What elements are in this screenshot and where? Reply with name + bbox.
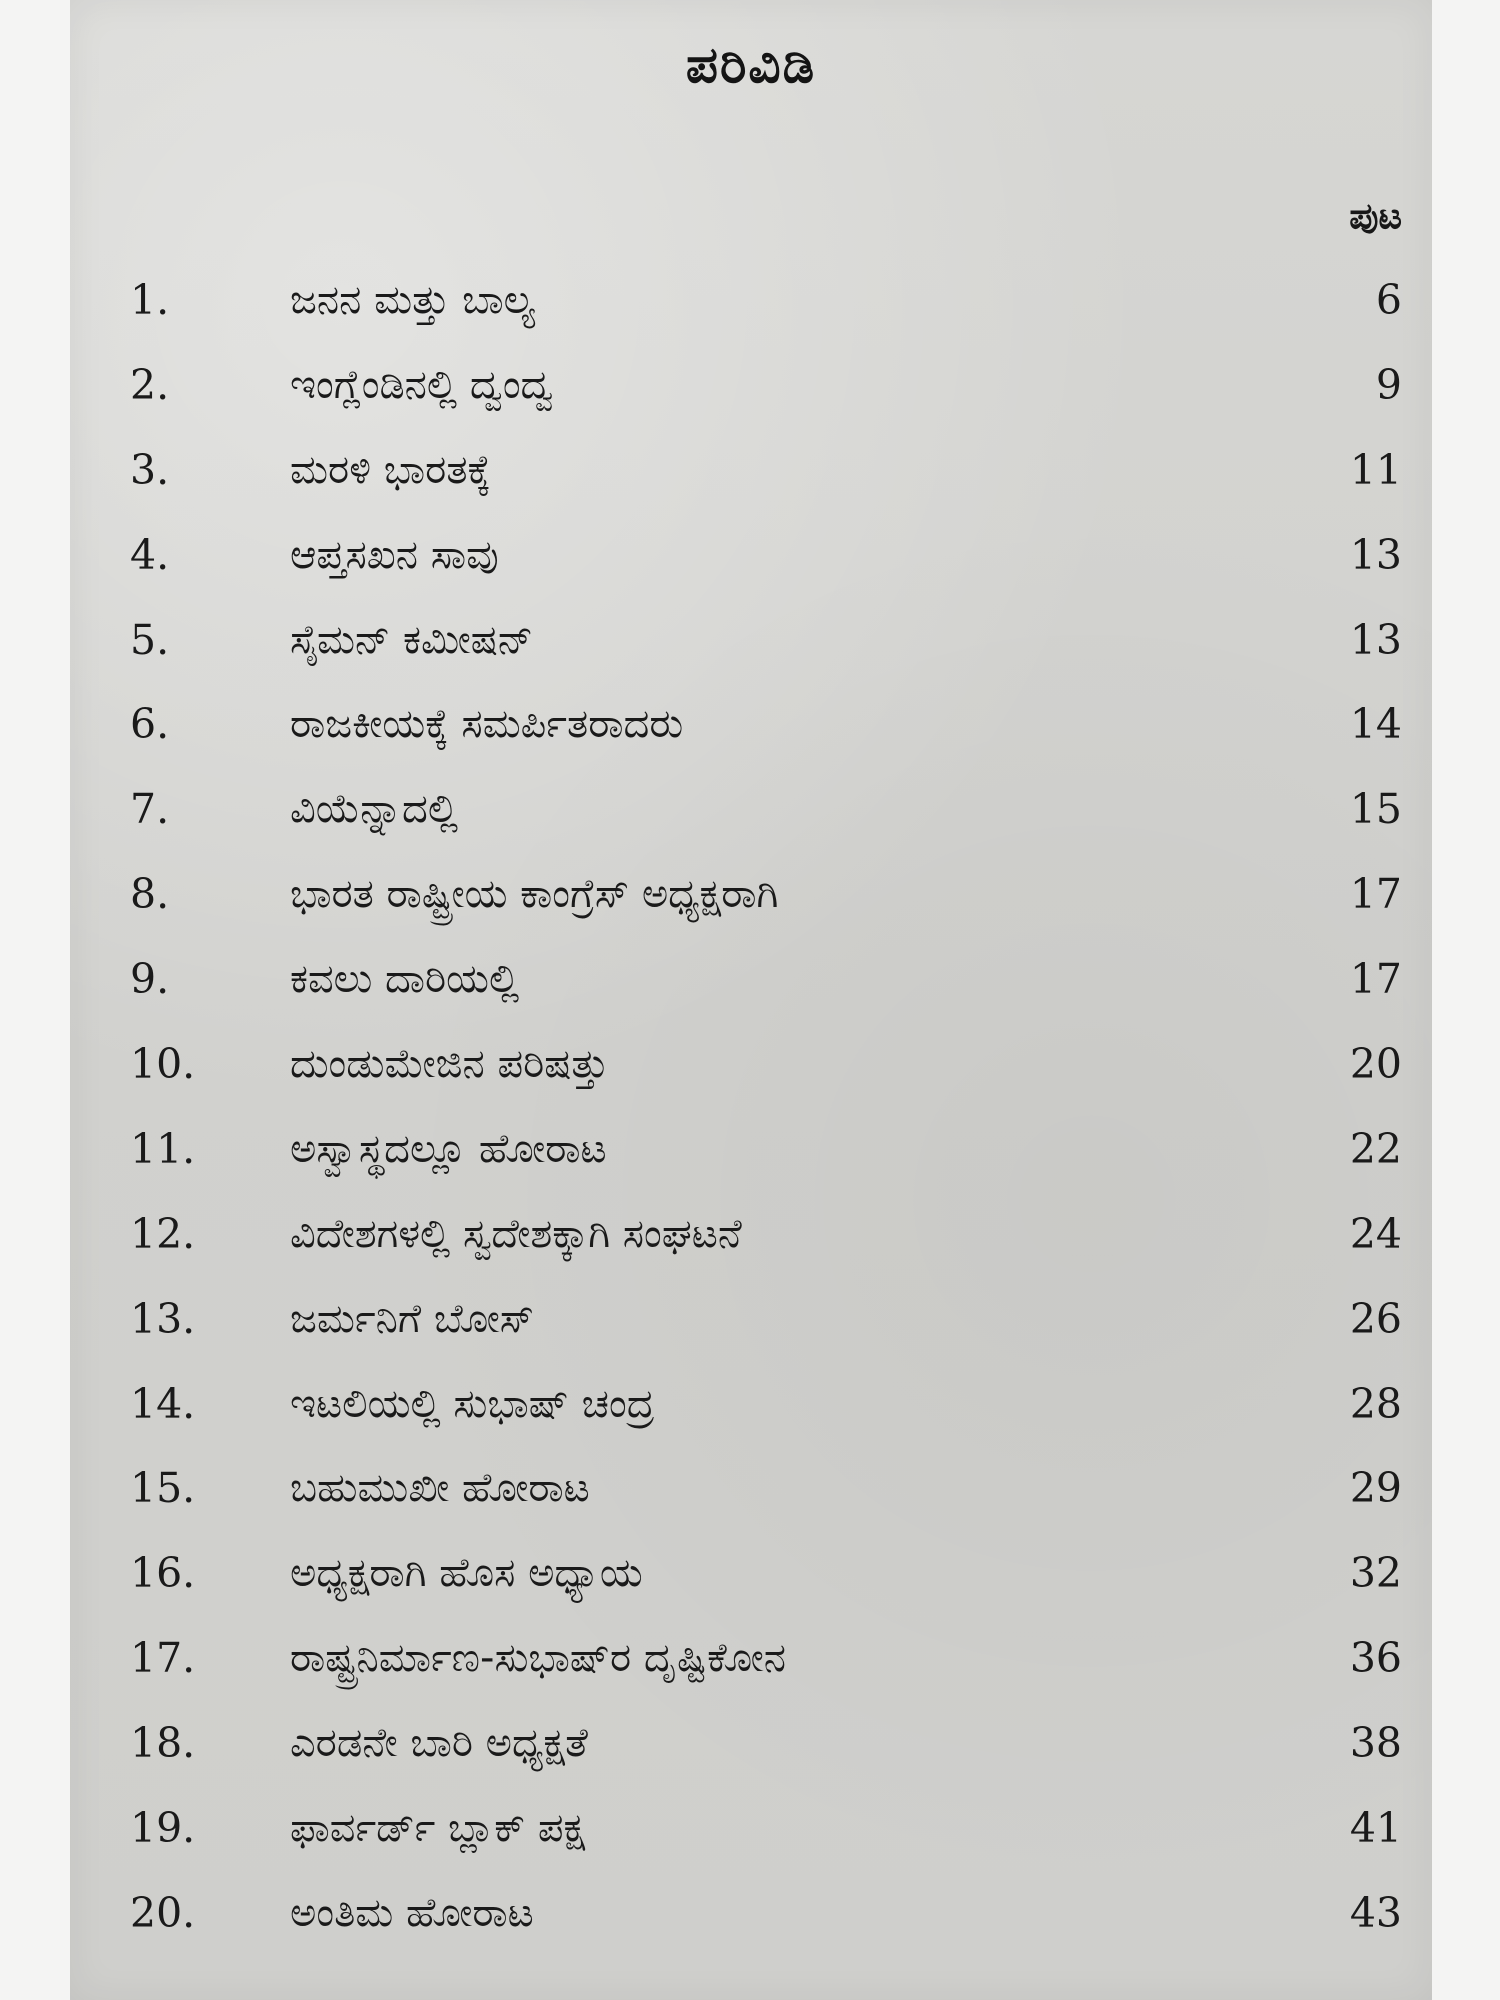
toc-entry-page: 24 bbox=[1349, 1209, 1402, 1258]
toc-entry-page: 9 bbox=[1375, 360, 1402, 409]
toc-entry-title: ವಿಯೆನ್ನಾದಲ್ಲಿ bbox=[290, 786, 459, 833]
toc-entry-number: 11. bbox=[130, 1124, 196, 1173]
toc-entry bbox=[130, 270, 1402, 355]
toc-entry-title: ವಿದೇಶಗಳಲ್ಲಿ ಸ್ವದೇಶಕ್ಕಾಗಿ ಸಂಘಟನೆ bbox=[290, 1210, 742, 1257]
toc-entry bbox=[130, 1713, 1402, 1798]
toc-entry-title: ಅಸ್ವಾಸ್ಥದಲ್ಲೂ ಹೋರಾಟ bbox=[290, 1125, 607, 1172]
toc-entry-page: 13 bbox=[1349, 530, 1402, 579]
toc-entry-page: 20 bbox=[1349, 1040, 1402, 1089]
toc-entry-title: ಮರಳಿ ಭಾರತಕ್ಕೆ bbox=[290, 446, 491, 493]
toc-entry bbox=[130, 1883, 1402, 1968]
toc-entry-title: ರಾಷ್ಟ್ರನಿರ್ಮಾಣ-ಸುಭಾಷ್‌ರ ದೃಷ್ಟಿಕೋನ bbox=[290, 1635, 786, 1682]
toc-entry bbox=[130, 1119, 1402, 1204]
toc-entry-title: ಜನನ ಮತ್ತು ಬಾಲ್ಯ bbox=[290, 277, 536, 323]
toc-entry-title: ಸೈಮನ್ ಕಮೀಷನ್ bbox=[290, 616, 534, 663]
toc-entry-number: 12. bbox=[130, 1209, 196, 1258]
toc-entry-number: 5. bbox=[130, 615, 170, 664]
toc-entry-title: ದುಂಡುಮೇಜಿನ ಪರಿಷತ್ತು bbox=[290, 1041, 609, 1088]
toc-entry-number: 13. bbox=[130, 1294, 196, 1343]
toc-entry-title: ಎರಡನೇ ಬಾರಿ ಅಧ್ಯಕ್ಷತೆ bbox=[290, 1720, 588, 1767]
toc-entry-page: 17 bbox=[1349, 955, 1402, 1004]
toc-entry-title: ಭಾರತ ರಾಷ್ಟ್ರೀಯ ಕಾಂಗ್ರೆಸ್ ಅಧ್ಯಕ್ಷರಾಗಿ bbox=[290, 871, 779, 918]
toc-entry-number: 17. bbox=[130, 1634, 196, 1683]
toc-entry-page: 13 bbox=[1349, 615, 1402, 664]
toc-entry bbox=[130, 1034, 1402, 1119]
toc-entry-page: 43 bbox=[1349, 1888, 1402, 1937]
toc-entry-number: 14. bbox=[130, 1379, 196, 1428]
toc-entry bbox=[130, 864, 1402, 949]
toc-entry-title: ರಾಜಕೀಯಕ್ಕೆ ಸಮರ್ಪಿತರಾದರು bbox=[290, 701, 684, 748]
toc-entry-number: 20. bbox=[130, 1888, 196, 1937]
toc-entry-number: 6. bbox=[130, 700, 170, 749]
toc-entry-number: 3. bbox=[130, 445, 170, 494]
toc-entry-page: 14 bbox=[1349, 700, 1402, 749]
toc-entry bbox=[130, 355, 1402, 440]
toc-entry bbox=[130, 779, 1402, 864]
toc-entry-page: 26 bbox=[1349, 1294, 1402, 1343]
toc-entry-number: 16. bbox=[130, 1549, 196, 1598]
toc-entry-page: 15 bbox=[1349, 785, 1402, 834]
toc-entry-page: 17 bbox=[1349, 870, 1402, 919]
toc-entry-title: ಇಂಗ್ಲೆಂಡಿನಲ್ಲಿ ದ್ವಂದ್ವ bbox=[290, 361, 554, 408]
toc-entry-page: 36 bbox=[1349, 1634, 1402, 1683]
toc-entry-number: 19. bbox=[130, 1804, 196, 1853]
toc-entry-number: 10. bbox=[130, 1040, 196, 1089]
page-title: ಪರಿವಿಡಿ bbox=[685, 36, 817, 94]
toc-entry bbox=[130, 949, 1402, 1034]
toc-entry-number: 4. bbox=[130, 530, 170, 579]
toc-entry-title: ಅಧ್ಯಕ್ಷರಾಗಿ ಹೊಸ ಅಧ್ಯಾಯ bbox=[290, 1550, 643, 1597]
toc-entry bbox=[130, 1798, 1402, 1883]
toc-entry-page: 41 bbox=[1349, 1804, 1402, 1853]
toc-entry-page: 11 bbox=[1349, 445, 1402, 494]
toc-entry bbox=[130, 694, 1402, 779]
toc-entry-page: 6 bbox=[1375, 276, 1402, 324]
toc-entry-page: 29 bbox=[1349, 1464, 1402, 1513]
toc-entry-title: ಜರ್ಮನಿಗೆ ಬೋಸ್ bbox=[290, 1295, 534, 1342]
toc-entry bbox=[130, 1374, 1402, 1459]
toc-entry-title: ಫಾರ್ವರ್ಡ್ ಬ್ಲಾಕ್ ಪಕ್ಷ bbox=[290, 1805, 586, 1852]
toc-entry bbox=[130, 440, 1402, 525]
toc-entry-number: 15. bbox=[130, 1464, 196, 1513]
toc-entry-page: 32 bbox=[1349, 1549, 1402, 1598]
toc-entry-title: ಕವಲು ದಾರಿಯಲ್ಲಿ bbox=[290, 956, 520, 1003]
toc-entry-number: 7. bbox=[130, 785, 170, 834]
toc-entry bbox=[130, 1204, 1402, 1289]
toc-entry-number: 2. bbox=[130, 360, 170, 409]
toc-entry-page: 38 bbox=[1349, 1719, 1402, 1768]
toc-entry-number: 9. bbox=[130, 955, 170, 1004]
toc-entry bbox=[130, 1458, 1402, 1543]
toc-entry-page: 22 bbox=[1349, 1124, 1402, 1173]
toc-entry-page: 28 bbox=[1349, 1379, 1402, 1428]
toc-entry-title: ಇಟಲಿಯಲ್ಲಿ ಸುಭಾಷ್ ಚಂದ್ರ bbox=[290, 1380, 655, 1427]
toc-entry bbox=[130, 1543, 1402, 1628]
toc-entry-title: ಬಹುಮುಖೀ ಹೋರಾಟ bbox=[290, 1465, 590, 1512]
scanned-page bbox=[70, 0, 1432, 2000]
toc-entry-title: ಅಂತಿಮ ಹೋರಾಟ bbox=[290, 1889, 534, 1936]
toc-entry bbox=[130, 525, 1402, 610]
toc-entry bbox=[130, 610, 1402, 695]
toc-entry-number: 1. bbox=[130, 276, 170, 324]
toc-entry-number: 18. bbox=[130, 1719, 196, 1768]
toc-entry bbox=[130, 1289, 1402, 1374]
table-of-contents bbox=[130, 270, 1402, 1968]
toc-entry-number: 8. bbox=[130, 870, 170, 919]
toc-entry bbox=[130, 1628, 1402, 1713]
page-column-label: ಪುಟ bbox=[1349, 196, 1402, 237]
toc-entry-title: ಆಪ್ತಸಖನ ಸಾವು bbox=[290, 531, 499, 578]
